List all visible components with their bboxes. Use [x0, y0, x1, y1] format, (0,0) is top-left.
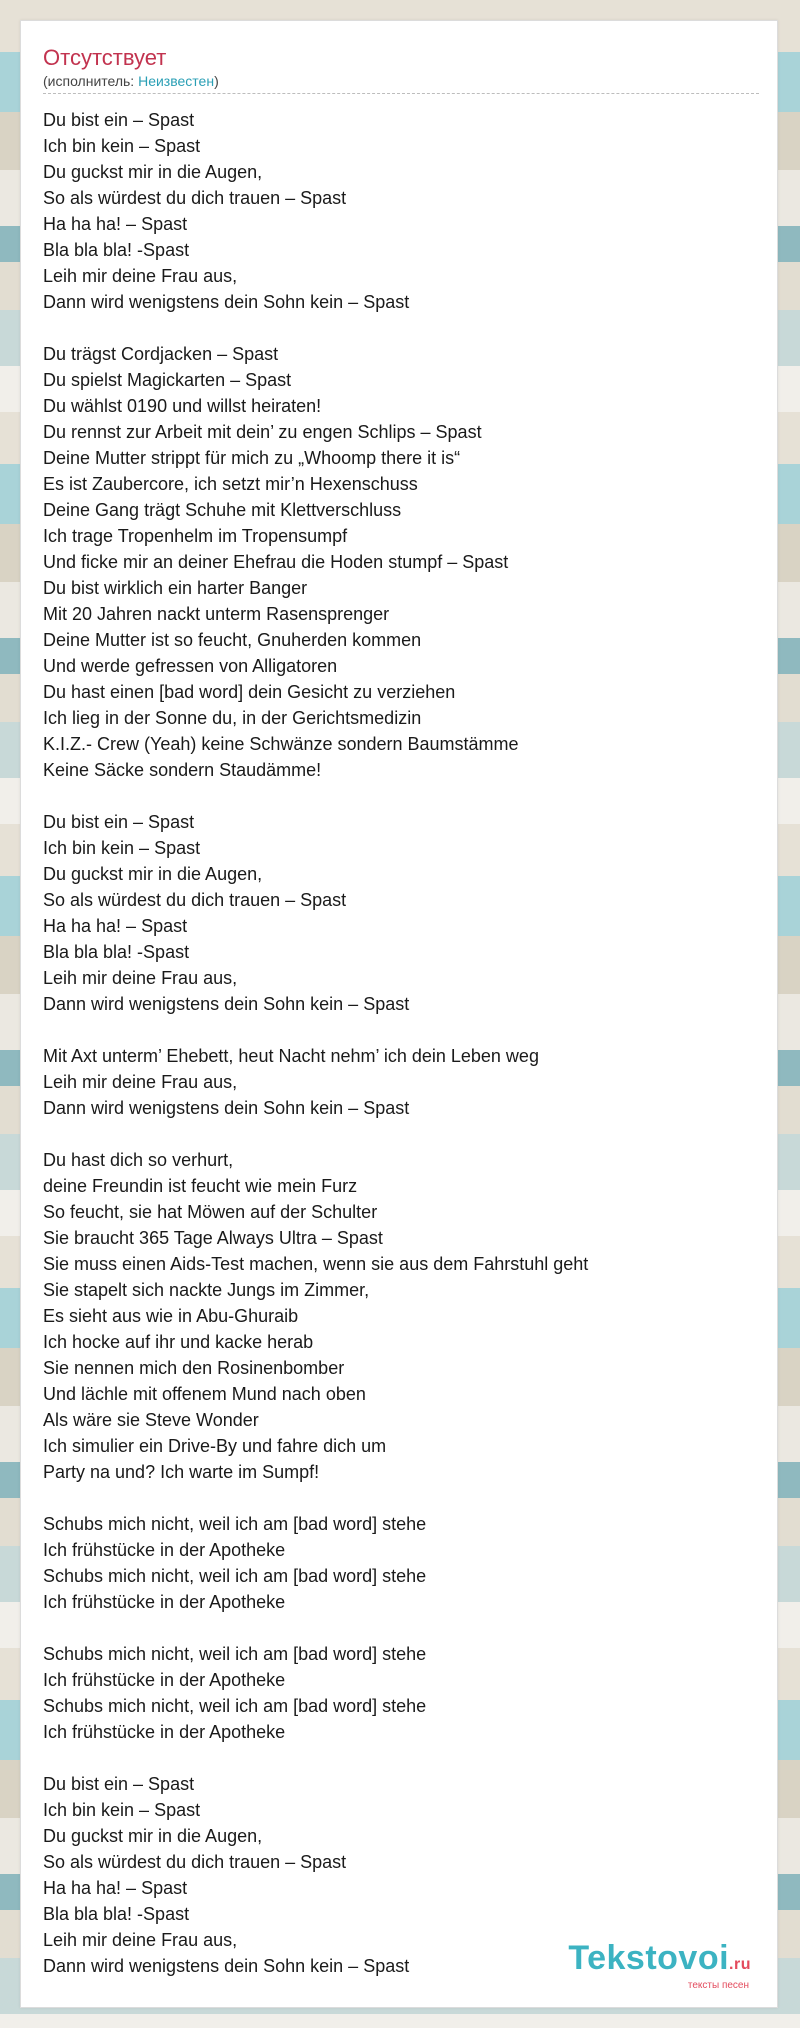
lyric-line: Ich lieg in der Sonne du, in der Gerichtsmedizin	[43, 708, 422, 728]
lyric-line: Schubs mich nicht, weil ich am [bad word] stehe	[43, 1696, 427, 1716]
lyric-line: Ich frühstücke in der Apotheke	[43, 1722, 286, 1742]
stanza-break	[43, 315, 759, 341]
lyric-line: Party na und? Ich warte im Sumpf!	[43, 1462, 320, 1482]
lyric-line: Ich frühstücke in der Apotheke	[43, 1540, 286, 1560]
lyric-line: Deine Mutter ist so feucht, Gnuherden kommen	[43, 630, 422, 650]
lyric-line: Und werde gefressen von Alligatoren	[43, 656, 338, 676]
lyric-line: So als würdest du dich trauen – Spast	[43, 188, 347, 208]
lyric-line: Du wählst 0190 und willst heiraten!	[43, 396, 322, 416]
stanza-break	[43, 1121, 759, 1147]
logo-main-text: Tekstovoi	[568, 1939, 730, 1977]
artist-line	[43, 73, 219, 89]
lyric-line: Ha ha ha! – Spast	[43, 916, 188, 936]
lyric-line: Bla bla bla! -Spast	[43, 942, 190, 962]
lyric-line: Du guckst mir in die Augen,	[43, 1826, 263, 1846]
lyric-line: Ich frühstücke in der Apotheke	[43, 1670, 286, 1690]
title-divider	[43, 93, 759, 94]
lyric-line: So als würdest du dich trauen – Spast	[43, 1852, 347, 1872]
lyric-line: Ich bin kein – Spast	[43, 136, 201, 156]
stanza-break	[43, 1485, 759, 1511]
lyric-line: deine Freundin ist feucht wie mein Furz	[43, 1176, 358, 1196]
lyric-line: Schubs mich nicht, weil ich am [bad word] stehe	[43, 1644, 427, 1664]
lyric-line: Deine Mutter strippt für mich zu „Whoomp there it is“	[43, 448, 461, 468]
lyric-line: Es sieht aus wie in Abu-Ghuraib	[43, 1306, 299, 1326]
lyric-line: Mit 20 Jahren nackt unterm Rasensprenger	[43, 604, 390, 624]
lyric-line: Und lächle mit offenem Mund nach oben	[43, 1384, 366, 1404]
lyric-line: Sie nennen mich den Rosinenbomber	[43, 1358, 345, 1378]
lyric-line: Dann wird wenigstens dein Sohn kein – Spast	[43, 292, 410, 312]
lyric-line: Schubs mich nicht, weil ich am [bad word] stehe	[43, 1566, 427, 1586]
logo-tagline: тексты песен	[687, 1980, 749, 1991]
lyric-line: Du hast einen [bad word] dein Gesicht zu verziehen	[43, 682, 456, 702]
site-logo[interactable]	[568, 1941, 751, 1991]
lyric-line: Bla bla bla! -Spast	[43, 240, 190, 260]
lyric-line: Leih mir deine Frau aus,	[43, 1072, 238, 1092]
lyric-line: Ich bin kein – Spast	[43, 1800, 201, 1820]
stanza-break	[43, 1017, 759, 1043]
lyric-line: Du bist wirklich ein harter Banger	[43, 578, 308, 598]
lyric-line: Ich trage Tropenhelm im Tropensumpf	[43, 526, 348, 546]
lyric-line: Ha ha ha! – Spast	[43, 214, 188, 234]
lyric-line: Es ist Zaubercore, ich setzt mir’n Hexenschuss	[43, 474, 418, 494]
lyric-line: So feucht, sie hat Möwen auf der Schulter	[43, 1202, 378, 1222]
lyric-line: Deine Gang trägt Schuhe mit Klettverschluss	[43, 500, 402, 520]
lyric-line: So als würdest du dich trauen – Spast	[43, 890, 347, 910]
lyric-line: Ich bin kein – Spast	[43, 838, 201, 858]
lyric-line: Und ficke mir an deiner Ehefrau die Hoden stumpf – Spast	[43, 552, 509, 572]
artist-prefix: (исполнитель:	[43, 73, 139, 89]
lyric-line: Dann wird wenigstens dein Sohn kein – Spast	[43, 1098, 410, 1118]
artist-suffix: )	[214, 73, 219, 89]
lyric-line: Du rennst zur Arbeit mit dein’ zu engen Schlips – Spast	[43, 422, 482, 442]
lyric-line: Sie muss einen Aids-Test machen, wenn sie aus dem Fahrstuhl geht	[43, 1254, 589, 1274]
lyric-line: Schubs mich nicht, weil ich am [bad word] stehe	[43, 1514, 427, 1534]
lyric-line: Dann wird wenigstens dein Sohn kein – Spast	[43, 994, 410, 1014]
lyrics-body	[43, 107, 759, 1979]
lyric-line: Ha ha ha! – Spast	[43, 1878, 188, 1898]
lyric-line: Du guckst mir in die Augen,	[43, 162, 263, 182]
lyric-line: Keine Säcke sondern Staudämme!	[43, 760, 322, 780]
stanza-break	[43, 1745, 759, 1771]
logo-tld: .ru	[729, 1956, 751, 1973]
song-title: Отсутствует	[43, 45, 167, 70]
lyric-line: Ich frühstücke in der Apotheke	[43, 1592, 286, 1612]
lyric-line: Leih mir deine Frau aus,	[43, 1930, 238, 1950]
lyric-line: Sie braucht 365 Tage Always Ultra – Spast	[43, 1228, 383, 1248]
lyric-line: Als wäre sie Steve Wonder	[43, 1410, 259, 1430]
lyric-line: Du bist ein – Spast	[43, 110, 195, 130]
lyric-line: Leih mir deine Frau aus,	[43, 266, 238, 286]
lyric-line: Du trägst Cordjacken – Spast	[43, 344, 279, 364]
lyric-line: Ich hocke auf ihr und kacke herab	[43, 1332, 314, 1352]
lyric-line: Dann wird wenigstens dein Sohn kein – Spast	[43, 1956, 410, 1976]
lyric-line: Leih mir deine Frau aus,	[43, 968, 238, 988]
lyric-line: Du spielst Magickarten – Spast	[43, 370, 292, 390]
lyric-line: Ich simulier ein Drive-By und fahre dich um	[43, 1436, 387, 1456]
stanza-break	[43, 1615, 759, 1641]
lyric-line: Sie stapelt sich nackte Jungs im Zimmer,	[43, 1280, 370, 1300]
lyric-line: Du bist ein – Spast	[43, 812, 195, 832]
lyric-line: Du guckst mir in die Augen,	[43, 864, 263, 884]
lyric-line: K.I.Z.- Crew (Yeah) keine Schwänze sondern Baumstämme	[43, 734, 519, 754]
stanza-break	[43, 783, 759, 809]
artist-link[interactable]: Неизвестен	[138, 73, 215, 89]
lyric-line: Bla bla bla! -Spast	[43, 1904, 190, 1924]
lyric-line: Du bist ein – Spast	[43, 1774, 195, 1794]
lyric-line: Du hast dich so verhurt,	[43, 1150, 234, 1170]
lyrics-card	[20, 20, 778, 2008]
lyric-line: Mit Axt unterm’ Ehebett, heut Nacht nehm’ ich dein Leben weg	[43, 1046, 539, 1066]
